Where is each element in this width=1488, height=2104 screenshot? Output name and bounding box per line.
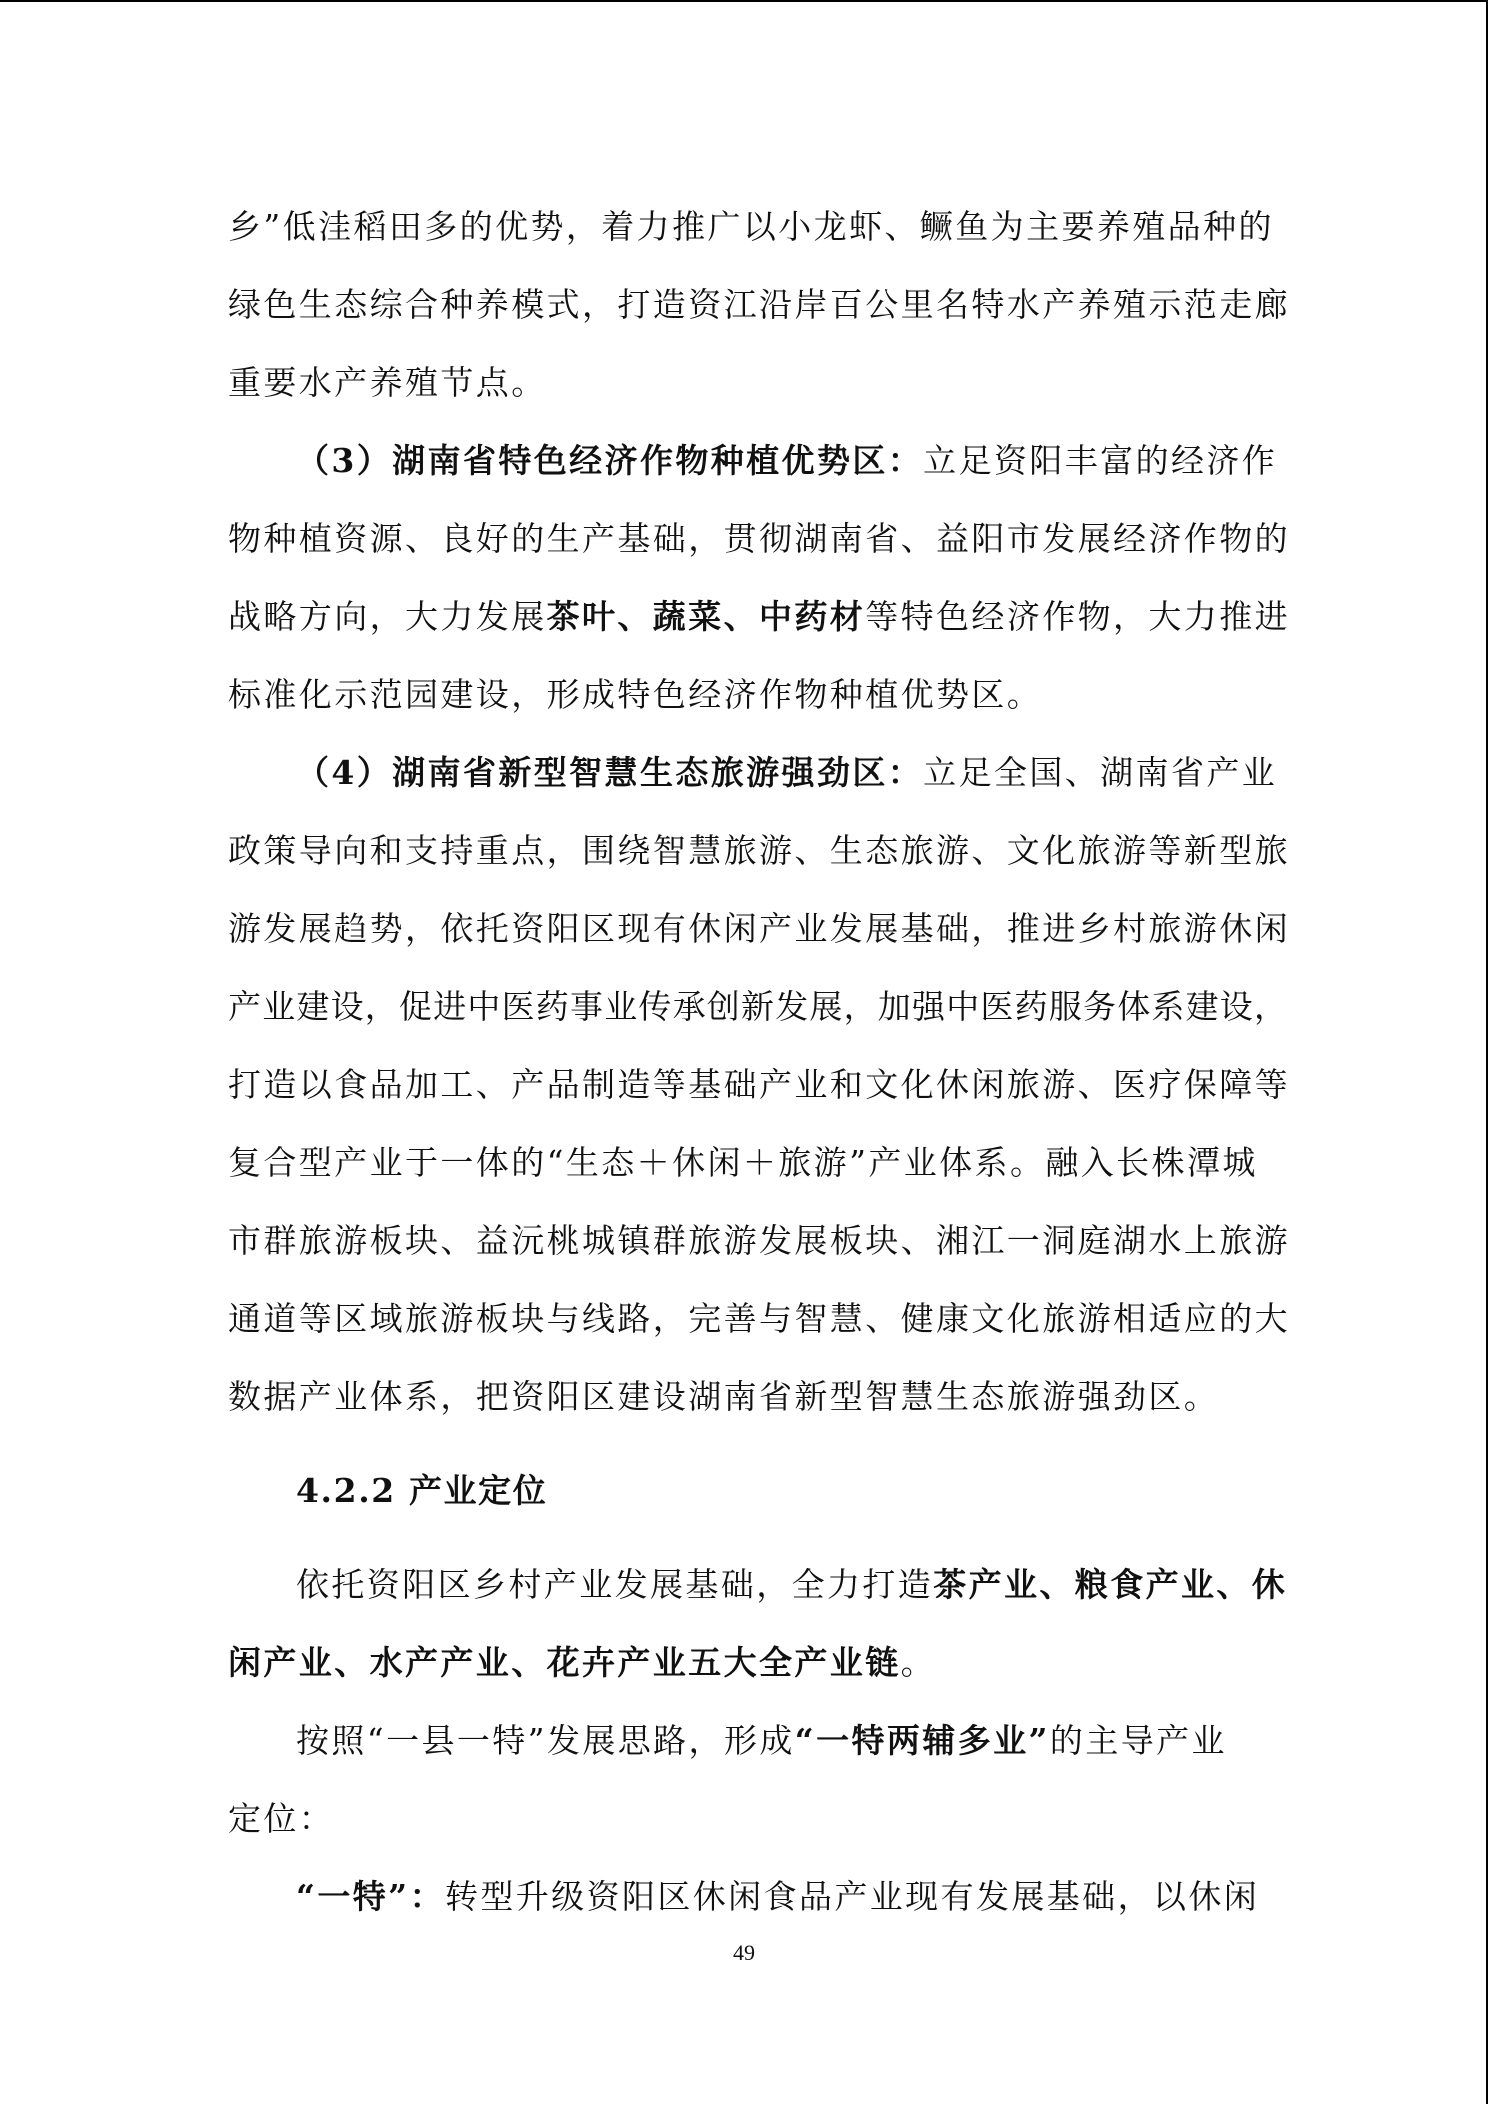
text-line [228,1124,1264,1202]
text-line [228,812,1290,890]
paragraph-4-title: （4）湖南省新型智慧生态旅游强劲区： [296,753,924,792]
text: 绿色生态综合种养模式，打造资江沿岸百公里名特水产养殖示范走廊 [228,285,1290,324]
text-line [228,500,1290,578]
bold-positioning: “一特两辅多业” [794,1721,1050,1760]
text-line [228,188,1274,266]
text-line [228,1358,1264,1436]
text-line [228,578,1291,656]
text-line [228,266,1290,344]
text-line [228,1624,1264,1702]
text-line [228,1280,1290,1358]
text: 。 [900,1643,937,1682]
text: 重要水产养殖节点。 [228,363,547,402]
text-line [228,1702,1264,1780]
text: 立足资阳丰富的经济作 [923,441,1278,480]
bold-industries: 茶产业、粮食产业、休 [933,1565,1288,1604]
text: 等特色经济作物，大力推进 [865,597,1291,636]
text: 市群旅游板块、益沅桃城镇群旅游发展板块、湘江一洞庭湖水上旅游 [228,1221,1290,1260]
text-line [228,344,1264,422]
text: 物种植资源、良好的生产基础，贯彻湖南省、益阳市发展经济作物的 [228,519,1290,558]
text: 按照“一县一特”发展思路，形成 [296,1721,795,1760]
page-border-top [0,0,1488,2]
page-number: 49 [733,1940,755,1965]
text: 产业建设，促进中医药事业传承创新发展，加强中医药服务体系建设， [228,987,1289,1026]
paragraph-3-title: （3）湖南省特色经济作物种植优势区： [296,441,924,480]
text-line [228,1046,1290,1124]
text-line [228,1202,1290,1280]
paragraph-4-first-line [228,734,1278,812]
text: 标准化示范园建设，形成特色经济作物种植优势区。 [228,675,1043,714]
text: 转型升级资阳区休闲食品产业现有发展基础，以休闲 [444,1877,1260,1916]
text-line [228,656,1264,734]
text: 定位： [228,1799,335,1838]
paragraph-3-first-line [228,422,1278,500]
text: 依托资阳区乡村产业发展基础，全力打造 [296,1565,934,1604]
section-heading: 4.2.2 产业定位 [296,1471,548,1510]
bold-crops: 茶叶、蔬菜、中药材 [546,597,866,636]
bold-yite: “一特”： [296,1877,445,1916]
text: 政策导向和支持重点，围绕智慧旅游、生态旅游、文化旅游等新型旅 [228,831,1290,870]
text: 通道等区域旅游板块与线路，完善与智慧、健康文化旅游相适应的大 [228,1299,1290,1338]
text-line [228,1858,1264,1936]
text: 战略方向，大力发展 [228,597,547,636]
text-line [228,1780,1264,1858]
text: 复合型产业于一体的“生态＋休闲＋旅游”产业体系。融入长株潭城 [228,1143,1258,1182]
text-line [228,968,1289,1046]
bold-industries: 闲产业、水产产业、花卉产业五大全产业链 [228,1643,901,1682]
text: 游发展趋势，依托资阳区现有休闲产业发展基础，推进乡村旅游休闲 [228,909,1290,948]
text: 的主导产业 [1049,1721,1227,1760]
text-line [228,890,1290,968]
document-body [228,188,1291,1936]
text: 数据产业体系，把资阳区建设湖南省新型智慧生态旅游强劲区。 [228,1377,1220,1416]
text: 立足全国、湖南省产业 [923,753,1278,792]
text: 乡”低洼稻田多的优势，着力推广以小龙虾、鳜鱼为主要养殖品种的 [228,207,1274,246]
text: 打造以食品加工、产品制造等基础产业和文化休闲旅游、医疗保障等 [228,1065,1290,1104]
text-line [228,1546,1288,1624]
